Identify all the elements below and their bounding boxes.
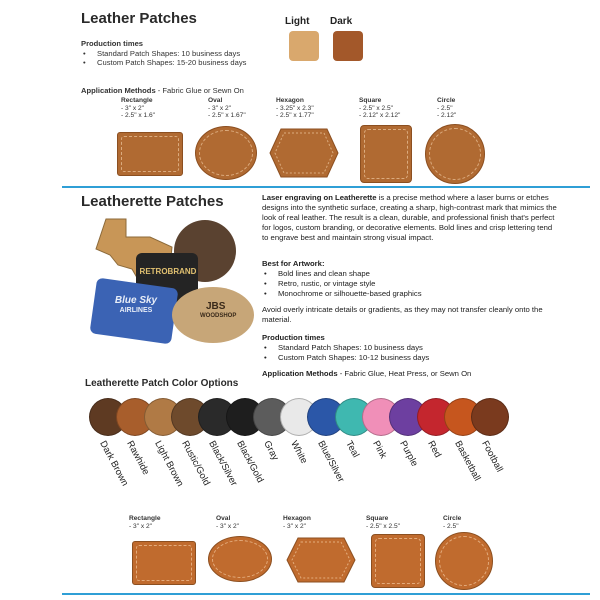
color-swatch-label: Blue/Silver	[315, 439, 347, 485]
shape-size: - 2.12" x 2.12"	[359, 112, 401, 120]
bottom-divider	[62, 593, 590, 595]
shape-name: Square	[359, 97, 382, 104]
leather-title: Leather Patches	[81, 10, 197, 27]
shape-name: Circle	[437, 97, 456, 104]
leather-shape-oval-label	[208, 97, 246, 120]
airlines-text: AIRLINES	[119, 307, 153, 314]
best-for-artwork	[262, 259, 560, 299]
list-item: • Standard Patch Shapes: 10 business days	[262, 343, 560, 353]
color-swatch-label: Football	[479, 439, 506, 475]
shape-size: - 3" x 2"	[283, 522, 307, 530]
leatherette-shape-square-label	[366, 515, 400, 530]
shape-name: Rectangle	[129, 515, 161, 522]
leatherette-hexagon-patch	[286, 537, 356, 583]
leather-production-label: Production times	[81, 39, 144, 48]
color-swatch-label: Red	[424, 439, 443, 460]
shape-size: - 3" x 2"	[121, 104, 145, 112]
shape-name: Hexagon	[276, 97, 304, 104]
leather-shape-square-label	[359, 97, 400, 120]
leather-production-list	[81, 49, 271, 68]
leatherette-shape-circle-label	[443, 515, 461, 530]
shape-size: - 3" x 2"	[208, 104, 232, 112]
jbs-text: JBS	[206, 301, 226, 312]
leather-shape-hexagon-label	[276, 97, 314, 120]
leatherette-circle-patch	[435, 532, 493, 590]
shape-size: - 2.5" x 1.67"	[208, 112, 246, 120]
shape-size: - 2.12"	[437, 112, 457, 120]
shape-size: - 3" x 2"	[129, 522, 153, 530]
color-swatch	[471, 398, 509, 436]
leatherette-production	[262, 333, 560, 363]
light-leather-swatch	[289, 31, 319, 61]
color-swatch-label: Teal	[342, 439, 361, 460]
light-label: Light	[285, 16, 310, 27]
shape-size: - 2.5" x 2.5"	[366, 522, 401, 530]
dark-label: Dark	[330, 16, 353, 27]
color-options-title: Leatherette Patch Color Options	[85, 378, 239, 389]
shape-name: Rectangle	[121, 97, 153, 104]
list-item: • Standard Patch Shapes: 10 business days	[81, 49, 271, 59]
leatherette-samples	[92, 215, 262, 375]
color-swatch-label: Rustic/Gold	[179, 439, 212, 488]
leatherette-application-label: Application Methods	[262, 369, 338, 378]
list-item: • Bold lines and clean shape	[262, 269, 560, 279]
leatherette-shape-hexagon-label	[283, 515, 311, 530]
list-item: • Custom Patch Shapes: 10-12 business days	[262, 353, 560, 363]
leather-production	[81, 39, 271, 68]
shape-name: Square	[366, 515, 389, 522]
list-item: • Retro, rustic, or vintage style	[262, 279, 560, 289]
shape-size: - 3" x 2"	[216, 522, 240, 530]
leather-square-patch	[360, 125, 412, 183]
leatherette-oval-patch	[208, 536, 272, 582]
leather-circle-patch	[425, 124, 485, 184]
shape-name: Oval	[216, 515, 231, 522]
section-divider	[62, 186, 590, 188]
leatherette-application	[262, 369, 560, 379]
leather-shape-rectangle-label	[121, 97, 155, 120]
color-swatch-label: Dark Brown	[97, 439, 131, 488]
shape-name: Oval	[208, 97, 223, 104]
shape-name: Circle	[443, 515, 462, 522]
list-item: • Monochrome or silhouette-based graphics	[262, 289, 560, 299]
dark-leather-swatch	[333, 31, 363, 61]
woodshop-text: WOODSHOP	[200, 313, 237, 319]
best-label: Best for Artwork:	[262, 259, 325, 268]
color-swatch-label: Black/Gold	[233, 439, 266, 485]
leather-shape-circle-label	[437, 97, 456, 120]
list-item: • Custom Patch Shapes: 15-20 business days	[81, 58, 271, 68]
shape-size: - 2.5"	[437, 104, 453, 112]
shape-size: - 3.25" x 2.3"	[276, 104, 314, 112]
color-swatch-label: Basketball	[452, 439, 483, 483]
leather-application-label: Application Methods	[81, 86, 156, 95]
leather-application-text: - Fabric Glue or Sewn On	[155, 86, 244, 95]
color-swatch-label: White	[288, 439, 310, 466]
shape-size: - 2.5" x 1.77"	[276, 112, 314, 120]
color-swatch-label: Rawhide	[124, 439, 152, 477]
leatherette-shape-rectangle-label	[129, 515, 161, 530]
blue-sky-text: Blue Sky	[114, 295, 158, 306]
color-swatch-label: Light Brown	[151, 439, 186, 489]
shape-name: Hexagon	[283, 515, 311, 522]
intro-bold: Laser engraving on Leatherette	[262, 193, 377, 202]
leatherette-application-text: - Fabric Glue, Heat Press, or Sewn On	[337, 369, 472, 378]
leather-hexagon-patch	[269, 128, 339, 178]
leather-oval-patch	[195, 126, 257, 180]
leatherette-square-patch	[371, 534, 425, 588]
shape-size: - 2.5" x 2.5"	[359, 104, 394, 112]
color-swatch-label: Black/Silver	[206, 439, 240, 488]
leather-application	[81, 86, 341, 96]
retrobrand-text: RETROBRAND	[139, 267, 197, 276]
color-swatch-label: Purple	[397, 439, 421, 469]
leatherette-production-list	[262, 343, 560, 363]
color-swatch-label: Pink	[370, 439, 389, 461]
leatherette-shape-oval-label	[216, 515, 239, 530]
leatherette-production-label: Production times	[262, 333, 325, 342]
color-swatch-label: Gray	[261, 439, 281, 463]
avoid-note: Avoid overly intricate details or gradients, as they may not transfer cleanly onto the material.	[262, 305, 543, 324]
leatherette-rectangle-patch	[132, 541, 196, 585]
shape-size: - 2.5"	[443, 522, 459, 530]
intro-text: is a precise method where a laser burns or etches designs into the synthetic surface, creating a sharp, high-contrast mark that mimics the look of real leather. The result is a clean, durable, and professional finish that's perfect for logos, custom branding, or decorative elements. Bold lines and crisp lettering tend to engrave best and maintain strong visual impact.	[262, 193, 557, 242]
leather-rectangle-patch	[117, 132, 183, 176]
leatherette-description	[262, 193, 560, 243]
shape-size: - 2.5" x 1.6"	[121, 112, 156, 120]
best-list	[262, 269, 560, 299]
leatherette-title: Leatherette Patches	[81, 193, 224, 210]
